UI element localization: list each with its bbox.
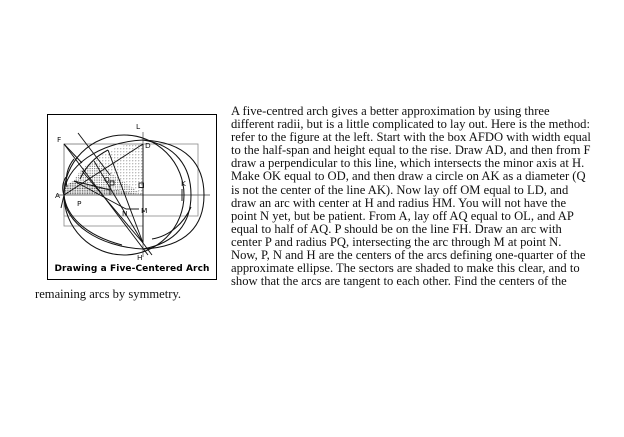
label-p: P bbox=[77, 199, 82, 208]
label-m: M bbox=[141, 206, 148, 215]
arch-construction-drawing bbox=[48, 115, 216, 263]
figure-five-centered-arch bbox=[47, 114, 217, 280]
arc-lower-right bbox=[152, 207, 191, 239]
label-h: H bbox=[137, 253, 143, 262]
label-f: F bbox=[57, 135, 62, 144]
article-body bbox=[35, 105, 591, 301]
tick-left-of-a bbox=[61, 195, 64, 208]
figure-caption: Drawing a Five-Centered Arch bbox=[54, 264, 210, 274]
label-q: Q bbox=[104, 175, 110, 184]
label-n: N bbox=[122, 209, 128, 218]
label-l: L bbox=[136, 122, 141, 131]
label-k: K bbox=[181, 179, 186, 188]
prose-paragraph: A five-centred arch gives a better approximation by using three different radii, but is a little complicated to lay out. Here is the method: refer to the figure at the left. Start with the box AFDO with width equal to the half-span and height equal to the rise. Draw AD, and then from F draw a perpendicular to this line, which intersects the minor axis at H. Make OK equal to OD, and then draw a circle on AK as a diameter (Q is not the center of the line AK). Now lay off OM equal to LD, and draw an arc with center at H and radius HM. You will not have the point N yet, but be patient. From A, lay off AQ equal to OL, and AP equal to half of AQ. P should be on the line FH. Draw an arc with center P and radius PQ, intersecting the arc through M at point N. Now, P, N and H are the centers of the arcs defining one-quarter of the approximate ellipse. The sectors are shaded to make this clear, and to show that the arcs are tangent to each other. Find the centers of the remaining arcs by symmetry. bbox=[35, 104, 591, 302]
label-a: A bbox=[55, 191, 61, 200]
label-d: D bbox=[145, 141, 151, 150]
